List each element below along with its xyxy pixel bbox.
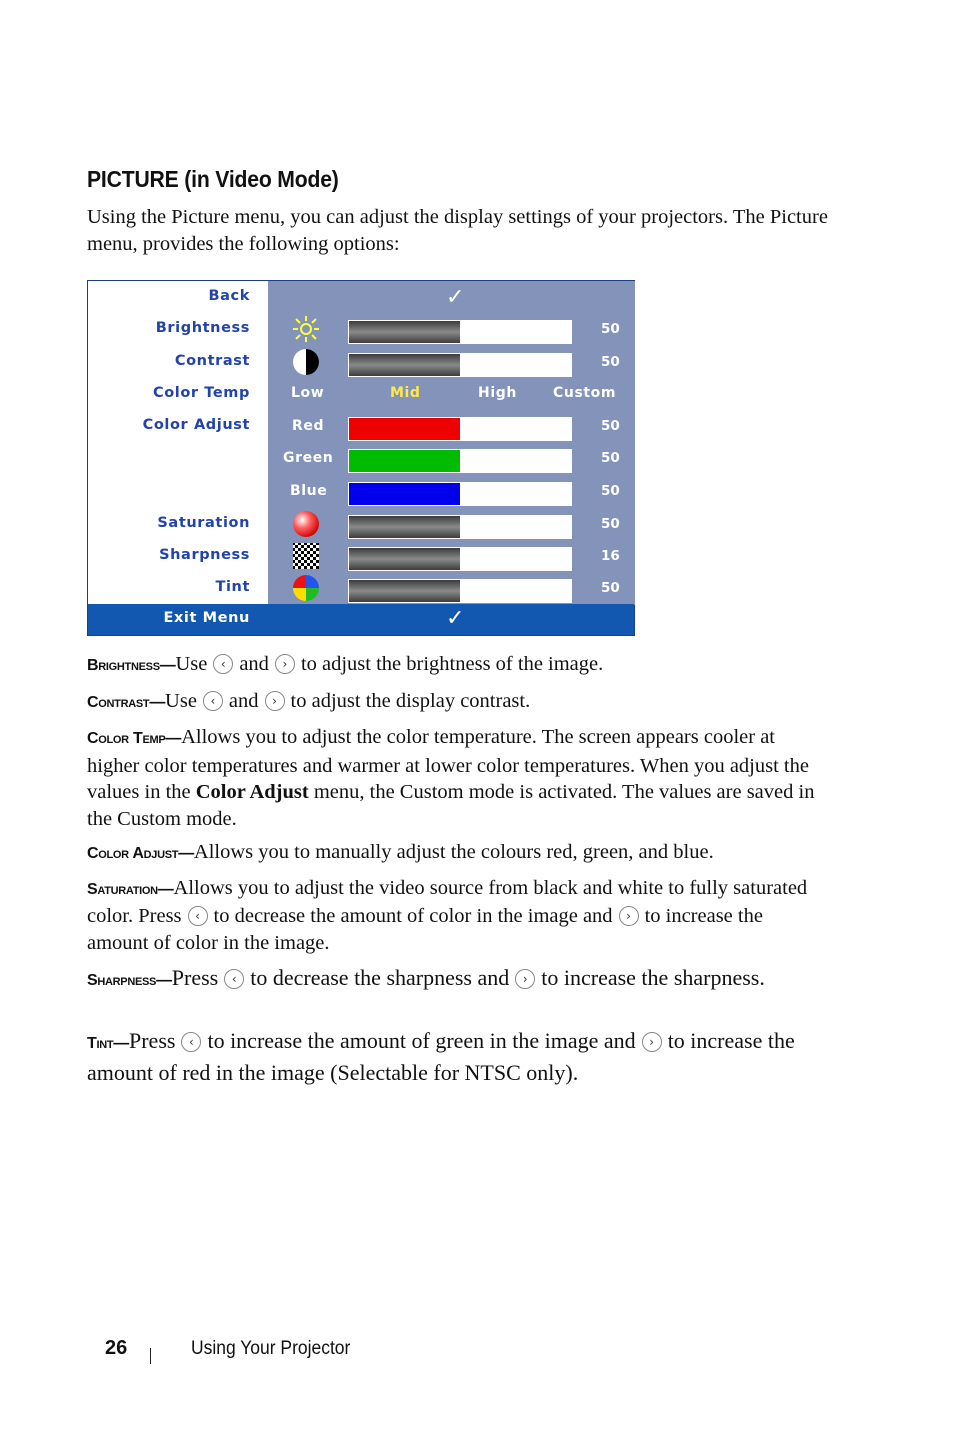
channel-red-label: Red: [292, 418, 325, 434]
brightness-slider[interactable]: [348, 320, 572, 344]
check-icon: ✓: [446, 285, 465, 310]
red-value: 50: [601, 418, 620, 434]
osd-label-tint[interactable]: Tint: [215, 579, 250, 595]
check-icon: ✓: [446, 606, 465, 631]
osd-row-color-adjust-red[interactable]: [88, 410, 634, 442]
osd-label-color-adjust[interactable]: Color Adjust: [142, 417, 250, 433]
intro-paragraph: Using the Picture menu, you can adjust the display settings of your projectors. The Picture menu, provides the following options:: [87, 206, 828, 255]
channel-blue-label: Blue: [290, 483, 328, 499]
left-arrow-button-icon: ‹: [181, 1032, 201, 1052]
right-arrow-button-icon: ›: [515, 969, 535, 989]
osd-row-color-adjust-green[interactable]: [88, 442, 634, 474]
checkerboard-icon: [292, 542, 320, 570]
color-temp-option-mid[interactable]: Mid: [390, 385, 421, 401]
channel-green-label: Green: [283, 450, 334, 466]
osd-label-back[interactable]: Back: [208, 288, 250, 304]
brightness-description: Brightness—Use ‹ and › to adjust the brightness of the image.: [87, 653, 604, 675]
osd-row-contrast[interactable]: [88, 346, 634, 378]
blue-slider[interactable]: [348, 482, 572, 506]
left-arrow-button-icon: ‹: [188, 906, 208, 926]
osd-row-brightness[interactable]: [88, 313, 634, 345]
sharpness-slider[interactable]: [348, 547, 572, 571]
osd-label-brightness[interactable]: Brightness: [155, 320, 250, 336]
page-number: 26: [105, 1337, 128, 1359]
sharpness-value: 16: [601, 548, 620, 564]
color-temp-option-custom[interactable]: Custom: [553, 385, 617, 401]
right-arrow-button-icon: ›: [275, 654, 295, 674]
osd-exit-menu-row[interactable]: [88, 604, 634, 635]
footer-section-title: Using Your Projector: [191, 1338, 351, 1359]
green-slider[interactable]: [348, 449, 572, 473]
sharpness-description: Sharpness—Press ‹ to decrease the sharpness and › to increase the sharpness.: [87, 965, 765, 990]
contrast-slider[interactable]: [348, 353, 572, 377]
contrast-value: 50: [601, 354, 620, 370]
left-arrow-button-icon: ‹: [203, 691, 223, 711]
tint-slider[interactable]: [348, 579, 572, 603]
green-value: 50: [601, 450, 620, 466]
menu-name: Picture: [171, 206, 230, 228]
osd-row-sharpness[interactable]: [88, 540, 634, 572]
sun-icon: [292, 315, 320, 343]
tint-value: 50: [601, 580, 620, 596]
saturation-value: 50: [601, 516, 620, 532]
osd-label-color-temp[interactable]: Color Temp: [152, 385, 250, 401]
saturation-description: Saturation—Allows you to adjust the video source from black and white to fully saturated color. Press ‹ to decrease the amount of color in the image and › to increase the amount of color in the image.: [87, 877, 808, 954]
contrast-description: Contrast—Use ‹ and › to adjust the display contrast.: [87, 690, 531, 712]
osd-row-color-adjust-blue[interactable]: [88, 475, 634, 507]
exit-menu-label[interactable]: Exit Menu: [163, 610, 250, 626]
right-arrow-button-icon: ›: [642, 1032, 662, 1052]
footer-divider: [150, 1348, 151, 1364]
color-wheel-icon: [292, 574, 320, 602]
osd-label-sharpness[interactable]: Sharpness: [159, 547, 250, 563]
right-arrow-button-icon: ›: [265, 691, 285, 711]
osd-row-color-temp[interactable]: [88, 378, 634, 410]
red-slider[interactable]: [348, 417, 572, 441]
osd-label-contrast[interactable]: Contrast: [174, 353, 250, 369]
osd-label-saturation[interactable]: Saturation: [157, 515, 250, 531]
left-arrow-button-icon: ‹: [224, 969, 244, 989]
osd-row-tint[interactable]: [88, 572, 634, 604]
saturation-slider[interactable]: [348, 515, 572, 539]
brightness-value: 50: [601, 321, 620, 337]
picture-osd-menu: [87, 280, 635, 636]
blue-value: 50: [601, 483, 620, 499]
color-temp-option-high[interactable]: High: [478, 385, 517, 401]
contrast-icon: [292, 348, 320, 376]
osd-row-back[interactable]: [88, 281, 634, 313]
color-temp-description: Color Temp—Allows you to adjust the color temperature. The screen appears cooler at higher color temperatures and warmer at lower color temperatures. When you adjust the values in the Color Adjust menu, the Custom mode is activated. The values are saved in the Custom mode.: [87, 726, 815, 830]
tint-description: Tint—Press ‹ to increase the amount of green in the image and › to increase the amount of red in the image (Selectable for NTSC only).: [87, 1028, 795, 1085]
saturation-icon: [292, 510, 320, 538]
right-arrow-button-icon: ›: [619, 906, 639, 926]
color-temp-option-low[interactable]: Low: [291, 385, 325, 401]
osd-row-saturation[interactable]: [88, 508, 634, 540]
left-arrow-button-icon: ‹: [213, 654, 233, 674]
page-title: PICTURE (in Video Mode): [87, 166, 339, 192]
color-adjust-description: Color Adjust—Allows you to manually adjust the colours red, green, and blue.: [87, 841, 714, 863]
